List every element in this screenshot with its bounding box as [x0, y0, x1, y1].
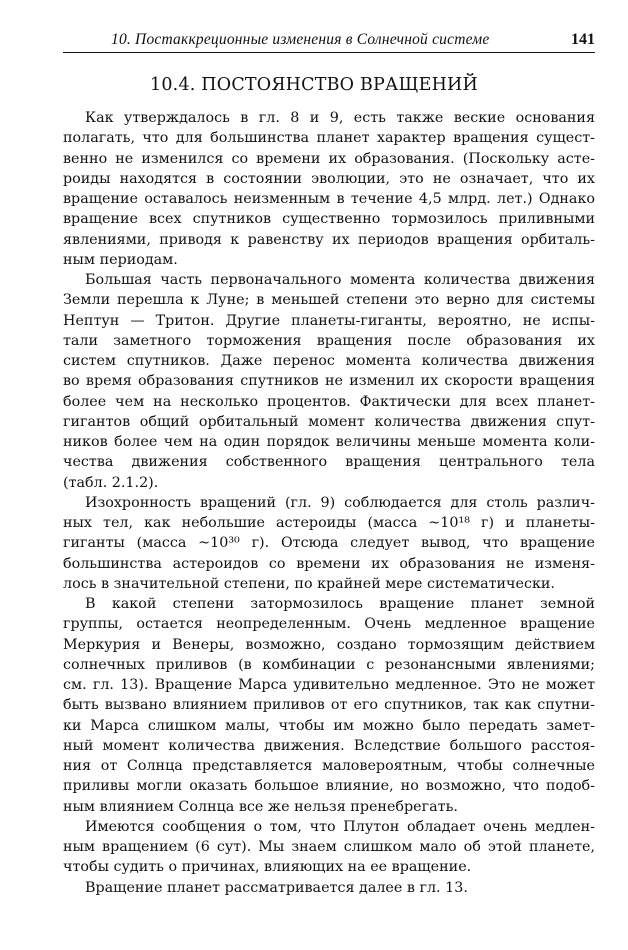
paragraph	[63, 493, 595, 594]
text-line: В какой степени затормозилось вращение планет земной	[85, 596, 595, 612]
text-line: ным вращением (6 сут). Мы знаем слишком мало об этой планете,	[63, 839, 595, 855]
paragraph	[63, 108, 595, 270]
text-line: см. гл. 13). Вращение Марса удивительно медленное. Это не может	[63, 677, 595, 693]
text-line: Имеются сообщения о том, что Плутон обладает очень медлен-	[85, 818, 595, 835]
text-line: Вращение планет рассматривается далее в гл. 13.	[85, 879, 468, 896]
paragraph	[63, 270, 595, 493]
text-line: быть вызвано влиянием приливов от его спутников, так как спутни-	[63, 697, 595, 714]
text-line: Меркурия и Венеры, возможно, создано тормозящим действием	[63, 636, 595, 653]
text-line: роиды находятся в состоянии эволюции, это не означает, что их	[63, 170, 595, 187]
text-line: вращение всех спутников существенно тормозилось приливными	[63, 211, 595, 228]
text-line: систем спутников. Даже перенос момента количества движения	[63, 353, 595, 369]
running-head: 10. Постаккреционные изменения в Солнечной системе	[111, 31, 490, 48]
text-line: ных тел, как небольшие астероиды (масса ~10¹⁸ г) и планеты-	[63, 515, 595, 531]
text-line: Как утверждалось в гл. 8 и 9, есть также веские основания	[85, 110, 595, 126]
text-line: ки Марса слишком малы, чтобы им можно было передать замет-	[63, 717, 595, 734]
text-line: солнечных приливов (в комбинации с резонансными явлениями;	[63, 656, 595, 673]
text-line: Большая часть первоначального момента количества движения	[85, 272, 595, 288]
text-line: во время образования спутников не изменил их скорости вращения	[63, 373, 595, 390]
text-line: полагать, что для большинства планет характер вращения сущест-	[63, 130, 595, 147]
text-line: ния от Солнца представляется маловероятным, чтобы солнечные	[63, 758, 595, 774]
text-line: лось в значительной степени, по крайней мере систематически.	[63, 575, 555, 592]
paragraph	[63, 817, 595, 878]
section-title: 10.4. ПОСТОЯНСТВО ВРАЩЕНИЙ	[150, 75, 478, 95]
text-line: явлениями, приводя к равенству их периодов вращения орбиталь-	[63, 231, 595, 248]
text-line: Изохронность вращений (гл. 9) соблюдается для столь различ-	[85, 494, 595, 511]
text-line: вращение оставалось неизменным в течение 4,5 млрд. лет.) Однако	[63, 191, 595, 207]
text-line: венно не изменился со времени их образования. (Поскольку асте-	[63, 150, 595, 167]
text-line: (табл. 2.1.2).	[63, 474, 159, 491]
text-line: ников более чем на один порядок величины меньше момента коли-	[63, 434, 595, 450]
text-line: ный момент количества движения. Вследствие большого расстоя-	[63, 737, 595, 754]
text-line: гиганты (масса ~10³⁰ г). Отсюда следует вывод, что вращение	[63, 535, 595, 552]
text-line: Нептун — Тритон. Другие планеты-гиганты, вероятно, не испы-	[63, 312, 595, 329]
page-number: 141	[571, 31, 595, 48]
paragraph	[63, 594, 595, 817]
text-line: тали заметного торможения вращения после образования их	[63, 332, 595, 349]
text-line: большинства астероидов со времени их образования не изменя-	[63, 555, 595, 572]
text-line: гигантов общий орбитальный момент количества движения спут-	[63, 413, 595, 430]
text-line: чества движения собственного вращения центрального тела	[63, 454, 595, 471]
page-header	[63, 28, 595, 52]
text-line: приливы могли оказать большое влияние, но возможно, что подоб-	[63, 778, 595, 795]
paragraph	[63, 878, 595, 898]
text-line: ным влиянием Солнца все же нельзя пренебрегать.	[63, 798, 458, 815]
body-text	[63, 108, 595, 898]
text-line: ным периодам.	[63, 251, 178, 268]
text-line: чтобы судить о причинах, влияющих на ее вращение.	[63, 859, 472, 876]
text-line: группы, остается неопределенным. Очень медленное вращение	[63, 616, 595, 633]
header-rule	[63, 52, 595, 53]
text-line: Земли перешла к Луне; в меньшей степени это верно для системы	[63, 292, 595, 309]
text-line: более чем на несколько процентов. Фактически для всех планет-	[63, 393, 595, 410]
